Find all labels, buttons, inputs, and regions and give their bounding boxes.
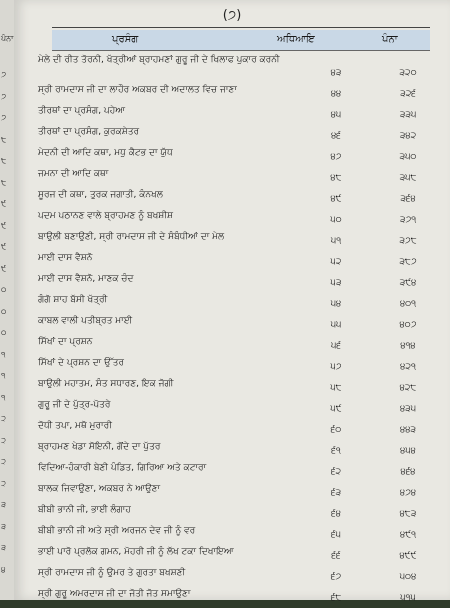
row-page: ੪੩੫	[399, 404, 417, 414]
row-chapter: ੪੪	[330, 89, 342, 99]
row-topic: ਮਾਈ ਦਾਸ ਵੈਸ਼ਨੋ	[38, 253, 93, 263]
table-row	[38, 53, 430, 83]
row-topic: ਗੰਗੋ ਸ਼ਾਹ ਬੱਸੀ ਖੱਤ੍ਰੀ	[38, 295, 108, 305]
row-chapter: ੫੩	[330, 278, 342, 288]
row-chapter: ੬੬	[331, 551, 341, 561]
row-page: ੪੫੪	[400, 446, 416, 456]
row-chapter: ੫੯	[330, 404, 342, 414]
row-topic: ਬਾਉਲੀ ਬਣਾਉਣੀ, ਸ੍ਰੀ ਰਾਮਦਾਸ ਜੀ ਦੇ ਸੰਬੰਧੀਆਂ ਦਾ ਮੇਲ	[38, 232, 225, 242]
row-chapter: ੫੬	[331, 341, 341, 351]
row-topic: ਸ੍ਰੀ ਗੁਰੂ ਅਮਰਦਾਸ ਜੀ ਦਾ ਜੋਤੀ ਜੋਤ ਸਮਾਉਣਾ	[38, 589, 191, 599]
prev-page-number: ੭	[1, 70, 7, 79]
row-chapter: ੪੫	[330, 110, 342, 120]
table-row	[38, 398, 430, 419]
row-topic: ਦੋਧੀ ਤਪਾ, ਮਥੋ ਮੁਰਾਰੀ	[38, 421, 112, 431]
row-page: ੩੪੨	[399, 131, 417, 141]
row-page: ੪੦੭	[399, 320, 417, 330]
row-chapter: ੪੩	[330, 68, 342, 78]
prev-page-number: ੨	[1, 457, 6, 466]
row-topic: ਪਦਮ ਪਠਾਨਣ ਵਾਲੇ ਬ੍ਰਾਹਮਣ ਨੂੰ ਬਖਸ਼ੀਸ਼	[38, 211, 174, 221]
table-row	[38, 314, 430, 335]
row-topic: ਬਾਉਲੀ ਮਹਾਤਮ, ਸੰਤ ਸਧਾਰਣ, ਇਕ ਜੋਗੀ	[38, 379, 174, 389]
row-page: ੩੨੦	[399, 68, 417, 78]
row-page: ੪੯੯	[399, 551, 417, 561]
row-chapter: ੬੮	[330, 593, 342, 603]
table-row	[38, 440, 430, 461]
row-chapter: ੬੩	[330, 488, 342, 498]
row-topic: ਗੁਰੂ ਜੀ ਦੇ ਪੁੱਤ੍ਰ-ਪੋਤਰੇ	[38, 400, 111, 410]
row-page: ੪੨੮	[399, 383, 417, 393]
row-page: ੫੦੪	[399, 572, 417, 582]
row-chapter: ੪੬	[331, 131, 341, 141]
row-topic: ਸੂਰਜ ਦੀ ਕਥਾ, ਤੁਰਕ ਜਗਾਤੀ, ਕੰਨਖਲ	[38, 190, 163, 200]
prev-page-number: ੮	[1, 156, 7, 165]
header-chapter: ਅਧਿਆਇ	[277, 34, 315, 45]
row-topic: ਮਾਈ ਦਾਸ ਵੈਸ਼ਨੋ, ਮਾਣਕ ਚੰਦ	[38, 274, 134, 284]
table-row	[38, 377, 430, 398]
prev-page-number: ੮	[1, 134, 7, 144]
row-page: ੩੯੪	[399, 278, 417, 288]
table-row	[38, 587, 430, 608]
table-row	[38, 419, 430, 440]
row-topic: ਸਿੱਖਾਂ ਦਾ ਪ੍ਰਸ਼ਨ	[38, 337, 93, 347]
row-chapter: ੬੫	[331, 530, 341, 540]
row-chapter: ੫੫	[330, 320, 342, 330]
row-topic: ਭਾਈ ਪਾਰੋ ਪ੍ਰਲੋਕ ਗਮਨ, ਮੋਹਰੀ ਜੀ ਨੂੰ ਲੱਖ ਟਕਾ ਦਿਖਾਇਆ	[38, 547, 234, 557]
row-topic: ਸਿੱਖਾਂ ਦੇ ਪ੍ਰਸ਼ਨ ਦਾ ਉੱਤਰ	[38, 358, 124, 368]
row-chapter: ੫੮	[330, 383, 342, 393]
table-row	[38, 335, 430, 356]
table-row	[38, 503, 430, 524]
previous-page-edge	[0, 0, 15, 600]
table-header	[52, 30, 430, 51]
prev-page-number: ੭	[1, 113, 7, 122]
contents-page	[14, 0, 450, 603]
row-chapter: ੬੪	[331, 509, 341, 519]
row-page: ੪੪੩	[400, 425, 416, 435]
row-page: ੪੨੧	[400, 362, 416, 372]
prev-page-number: ੯	[1, 199, 7, 208]
row-page: ੩੫੮	[399, 173, 417, 183]
prev-page-number: ੦	[1, 306, 7, 316]
prev-page-number: ੨	[1, 478, 6, 488]
row-page: ੩੬੪	[400, 194, 416, 204]
header-top-rule	[52, 27, 430, 28]
row-page: ੫੧੫	[400, 593, 416, 603]
row-page: ੩੭੧	[399, 215, 417, 225]
table-row	[38, 524, 430, 545]
header-topic: ਪ੍ਰਸੰਗ	[112, 34, 139, 45]
row-chapter: ੪੮	[330, 173, 342, 183]
prev-page-number: ੨	[1, 435, 6, 445]
prev-page-number: ੯	[1, 220, 7, 230]
prev-page-number: ੩	[1, 521, 6, 531]
page-number: (੭)	[222, 8, 242, 23]
row-chapter: ੪੯	[330, 194, 342, 204]
row-page: ੪੦੧	[399, 299, 417, 309]
prev-page-number: ੩	[1, 500, 6, 509]
row-topic: ਮੇਲੇ ਦੀ ਰੀਤ ਤੋਰਨੀ, ਖੱਤ੍ਰੀਆਂ ਬ੍ਰਾਹਮਣਾਂ ਗੁਰੂ ਜੀ ਦੇ ਖਿਲਾਫ ਪੁਕਾਰ ਕਰਨੀ	[38, 55, 280, 65]
row-chapter: ੫੨	[330, 257, 342, 267]
row-chapter: ੬੦	[330, 425, 342, 435]
prev-page-number: ੯	[1, 242, 7, 251]
prev-page-number: ੩	[1, 543, 6, 552]
row-chapter: ੫੦	[330, 215, 342, 225]
row-chapter: ੬੭	[330, 572, 342, 582]
row-page: ੩੭੮	[399, 236, 417, 246]
row-page: ੩੮੭	[399, 257, 417, 267]
prev-page-number: ੧	[1, 392, 6, 402]
table-row	[38, 83, 430, 104]
table-row	[38, 209, 430, 230]
row-topic: ਕਾਬਲ ਵਾਲੀ ਪਤੀਬ੍ਰਤ ਮਾਈ	[38, 316, 133, 326]
prev-page-number: ੧	[1, 349, 6, 359]
row-page: ੪੬੪	[400, 467, 416, 477]
prev-page-number: ੮	[1, 177, 7, 187]
row-chapter: ੬੧	[331, 446, 341, 456]
row-topic: ਬ੍ਰਾਹਮਣ ਖੇਡਾ ਸੋਇਨੀ, ਗੋਂਦੇ ਦਾ ਪੁੱਤਰ	[38, 442, 161, 452]
table-row	[38, 104, 430, 125]
row-page: ੪੭੪	[399, 488, 417, 498]
row-page: ੩੩੫	[399, 110, 417, 120]
side-header: ਪੰਨਾ	[1, 34, 14, 43]
table-row	[38, 272, 430, 293]
row-topic: ਬੀਬੀ ਭਾਨੀ ਜੀ ਅਤੇ ਸ੍ਰੀ ਅਰਜਨ ਦੇਵ ਜੀ ਨੂੰ ਵਰ	[38, 526, 196, 536]
table-row	[38, 146, 430, 167]
table-row	[38, 293, 430, 314]
row-chapter: ੫੭	[330, 362, 342, 372]
row-topic: ਤੀਰਥਾਂ ਦਾ ਪ੍ਰਸੰਗ, ਕੁਰਕਸ਼ੇਤਰ	[38, 127, 140, 137]
row-chapter: ੫੪	[330, 299, 342, 309]
prev-page-number: ੦	[1, 328, 7, 337]
row-page: ੩੨੬	[400, 89, 416, 99]
row-topic: ਬੀਬੀ ਭਾਨੀ ਜੀ, ਭਾਈ ਲੰਗਾਹ	[38, 505, 131, 515]
row-chapter: ੫੧	[330, 236, 342, 246]
table-row	[38, 251, 430, 272]
row-page: ੪੧੪	[400, 341, 416, 351]
prev-page-number: ੯	[1, 263, 7, 273]
table-row	[38, 125, 430, 146]
contents-table	[38, 53, 430, 608]
table-row	[38, 566, 430, 587]
prev-page-number: ੪	[1, 564, 6, 574]
table-row	[38, 356, 430, 377]
table-row	[38, 482, 430, 503]
row-topic: ਜਮਨਾ ਦੀ ਆਦਿ ਕਥਾ	[38, 169, 109, 179]
table-row	[38, 461, 430, 482]
header-page: ਪੰਨਾ	[382, 34, 398, 45]
row-topic: ਮੇਦਨੀ ਦੀ ਆਦਿ ਕਥਾ, ਮਧੁ ਕੈਟਭ ਦਾ ਯੁੱਧ	[38, 148, 173, 158]
table-row	[38, 230, 430, 251]
row-page: ੪੯੧	[400, 530, 416, 540]
row-page: ੪੮੩	[399, 509, 417, 519]
table-row	[38, 188, 430, 209]
prev-page-number: ੭	[1, 91, 7, 101]
row-topic: ਬਾਲਕ ਜਿਵਾਉਣਾ, ਅਕਬਰ ਨੇ ਆਉਣਾ	[38, 484, 161, 494]
prev-page-number: ੦	[1, 285, 7, 294]
table-row	[38, 167, 430, 188]
row-topic: ਵਿਦਿਆ-ਹੰਕਾਰੀ ਬੇਣੀ ਪੰਡਿਤ, ਗਿਰਿਆ ਅਤੇ ਕਟਾਰਾ	[38, 463, 207, 473]
row-chapter: ੪੭	[330, 152, 342, 162]
row-topic: ਸ੍ਰੀ ਰਾਮਦਾਸ ਜੀ ਦਾ ਲਾਹੌਰ ਅਕਬਰ ਦੀ ਅਦਾਲਤ ਵਿਚ ਜਾਣਾ	[38, 85, 237, 95]
row-chapter: ੬੨	[330, 467, 342, 477]
row-topic: ਸ੍ਰੀ ਰਾਮਦਾਸ ਜੀ ਨੂੰ ਉਮਰ ਤੇ ਗੁਰਤਾ ਬਖਸ਼ਣੀ	[38, 568, 186, 578]
prev-page-number: ੧	[1, 371, 6, 380]
row-page: ੩੫੦	[399, 152, 417, 162]
prev-page-number: ੨	[1, 414, 6, 423]
table-row	[38, 545, 430, 566]
row-topic: ਤੀਰਥਾਂ ਦਾ ਪ੍ਰਸੰਗ, ਪਹੇਆ	[38, 106, 126, 116]
